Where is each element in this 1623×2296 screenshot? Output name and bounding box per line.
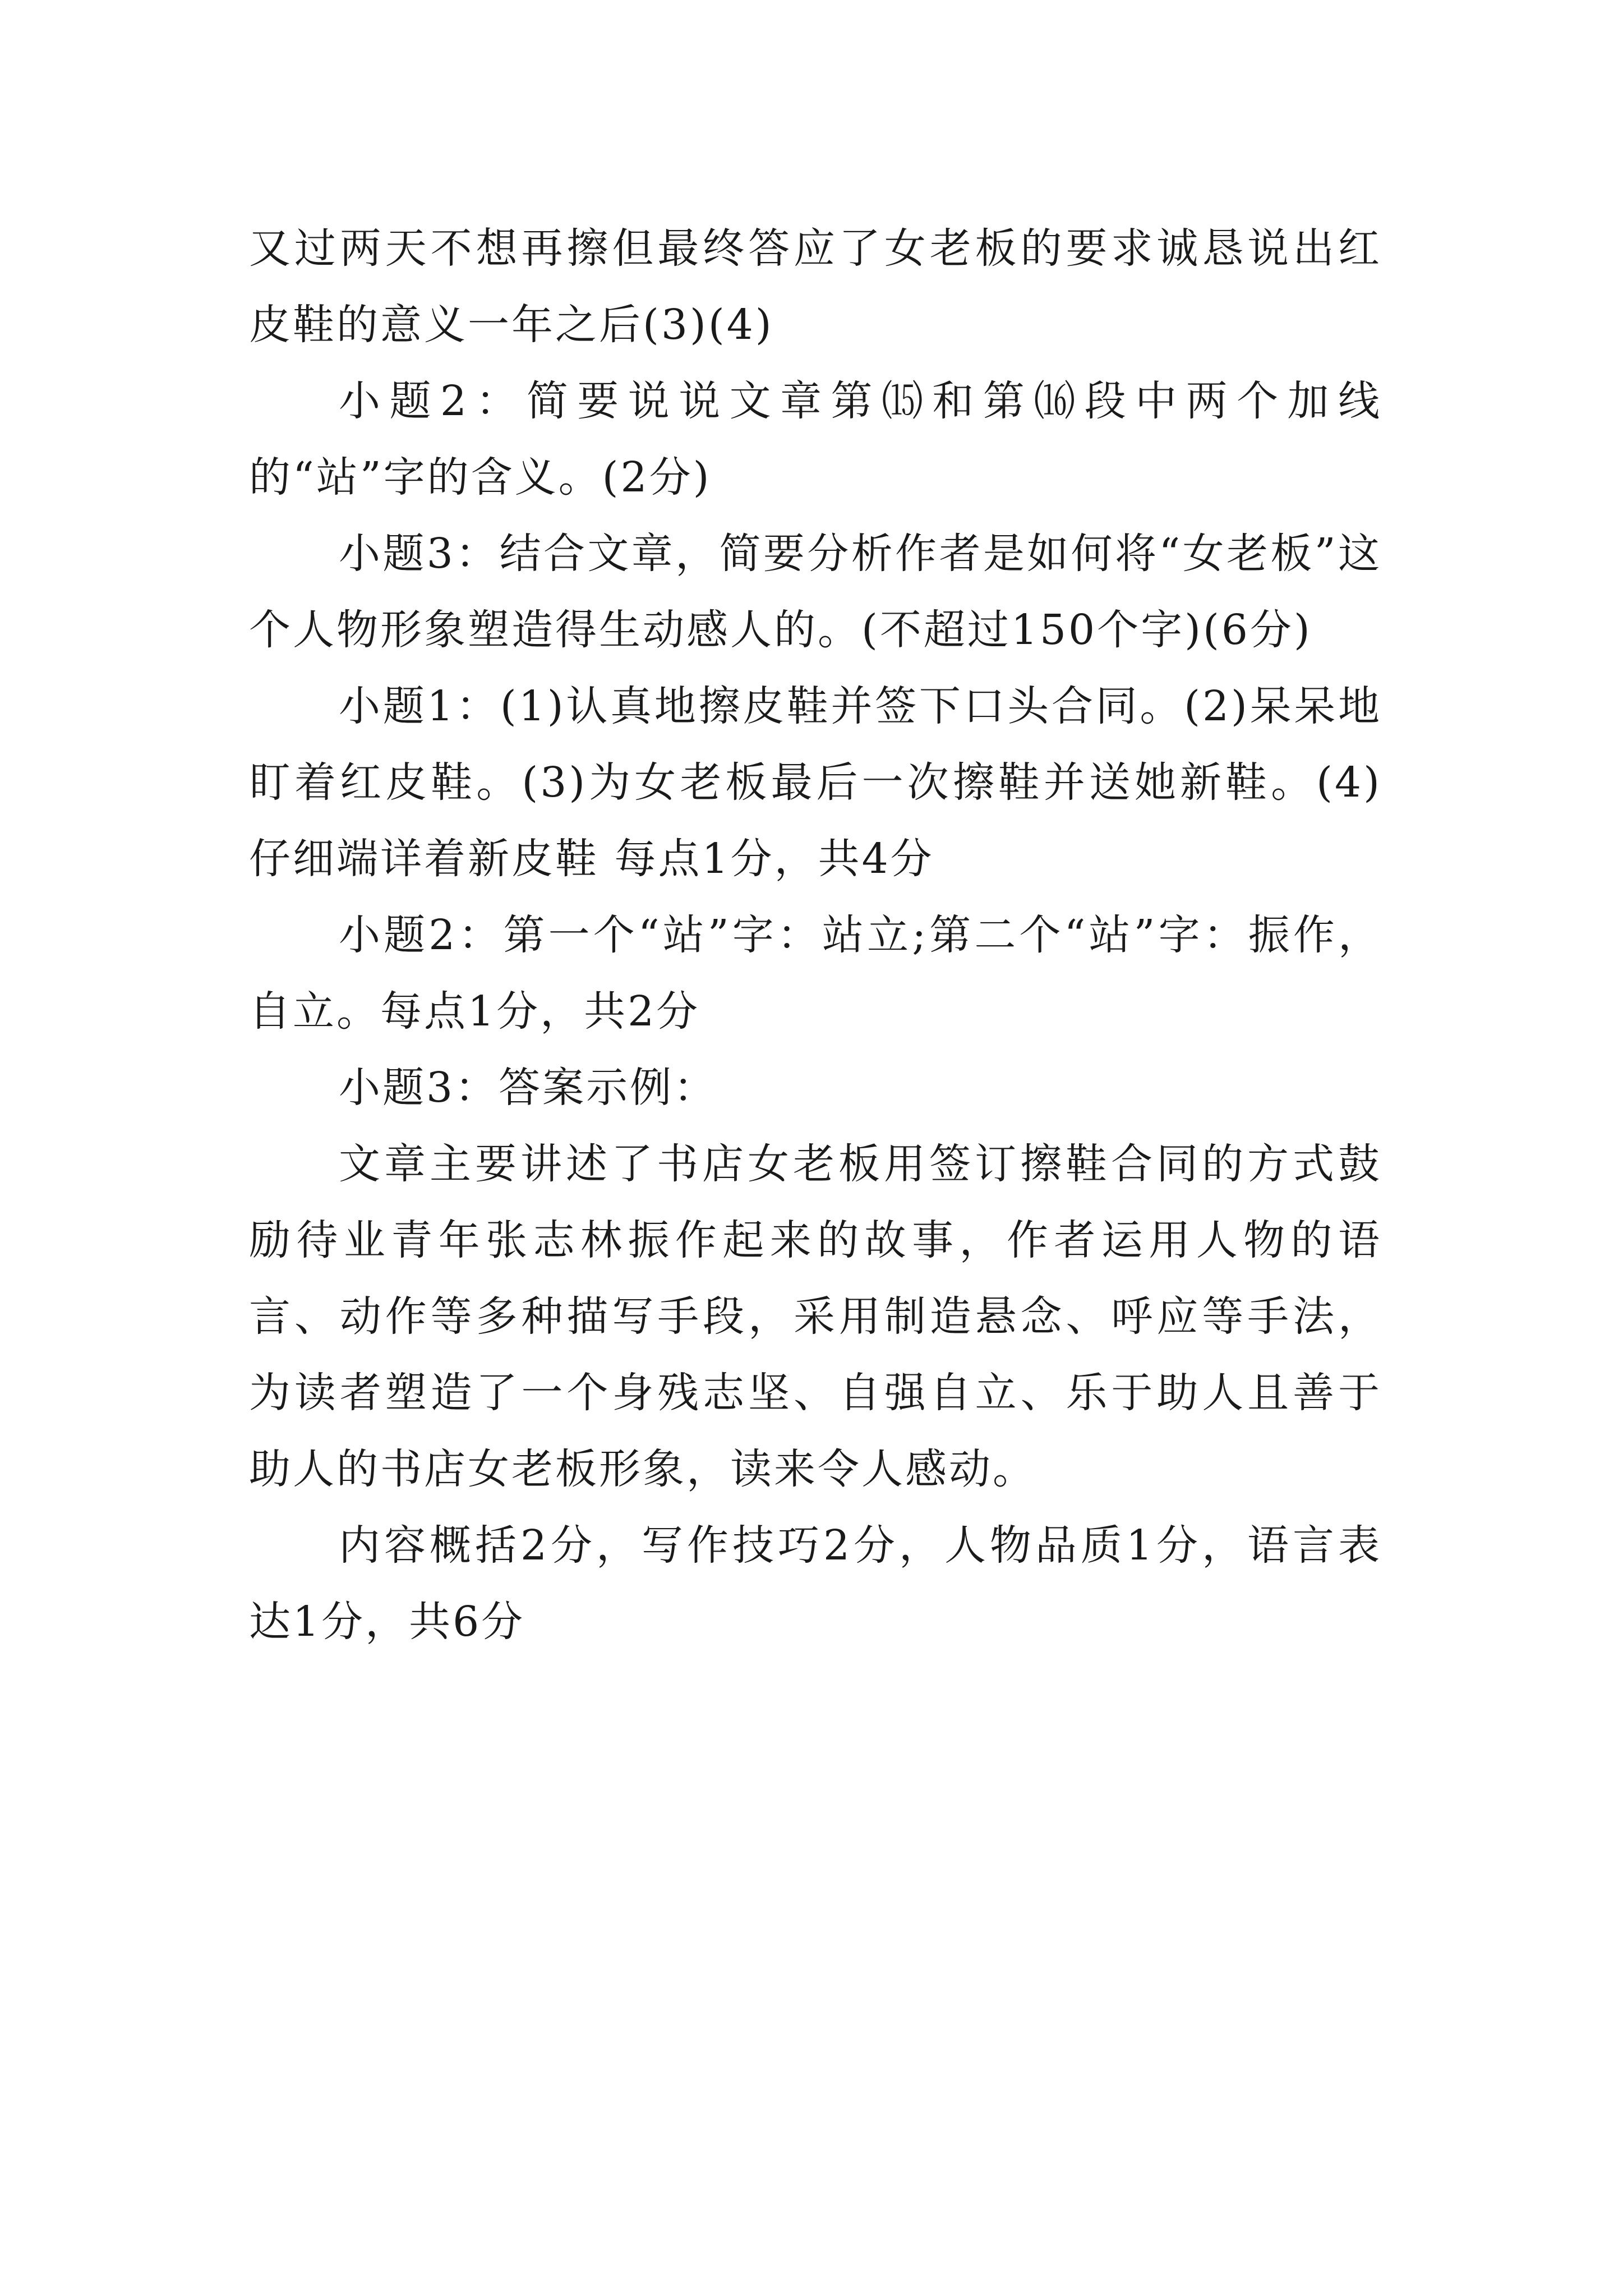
question-2: 小题2：简要说说文章第⒂和第⒃段中两个加线的“站”字的含义。(2分) bbox=[249, 377, 1382, 501]
question-3: 小题3：结合文章，简要分析作者是如何将“女老板”这个人物形象塑造得生动感人的。(不超过150个字)(6分) bbox=[249, 530, 1382, 654]
answer-3-heading: 小题3：答案示例： bbox=[339, 1064, 718, 1112]
answer-3-example: 文章主要讲述了书店女老板用签订擦鞋合同的方式鼓励待业青年张志林振作起来的故事，作者运用人物的语言、动作等多种描写手段，采用制造悬念、呼应等手法，为读者塑造了一个身残志坚、自强自立、乐于助人且善于助人的书店女老板形象，读来令人感动。 bbox=[249, 1140, 1382, 1493]
document-body bbox=[249, 210, 1382, 1660]
answer-2: 小题2：第一个“站”字：站立;第二个“站”字：振作，自立。每点1分，共2分 bbox=[249, 911, 1382, 1036]
answer-1: 小题1：(1)认真地擦皮鞋并签下口头合同。(2)呆呆地盯着红皮鞋。(3)为女老板最后一次擦鞋并送她新鞋。(4)仔细端详着新皮鞋 每点1分，共4分 bbox=[249, 682, 1382, 883]
scoring-criteria: 内容概括2分，写作技巧2分，人物品质1分，语言表达1分，共6分 bbox=[249, 1521, 1382, 1646]
paragraph-continuation: 又过两天不想再擦但最终答应了女老板的要求诚恳说出红皮鞋的意义一年之后(3)(4) bbox=[249, 224, 1382, 349]
